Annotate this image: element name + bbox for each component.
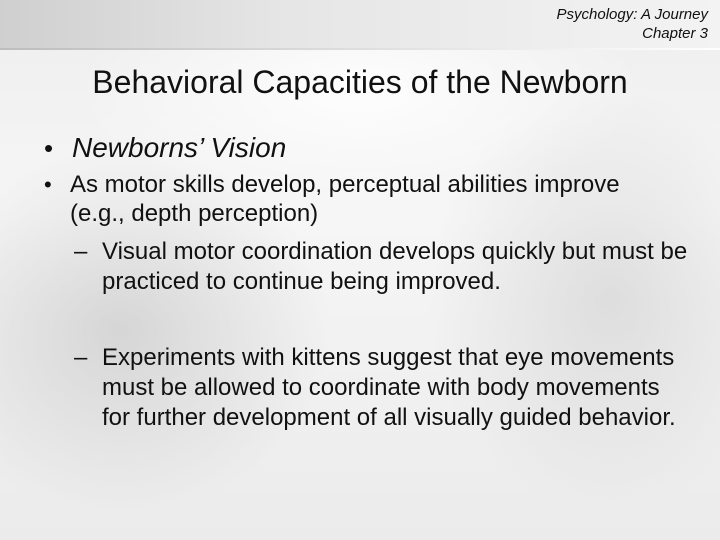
slide-title: Behavioral Capacities of the Newborn — [92, 64, 628, 100]
bullet-text: As motor skills develop, perceptual abilities improve (e.g., depth perception) — [70, 171, 620, 227]
course-name: Psychology: A Journey — [556, 6, 708, 23]
sub-bullet-marker: – — [74, 238, 88, 265]
sub-bullet-text: Visual motor coordination develops quickly but must be practiced to continue being improved. — [102, 238, 688, 295]
bullet-text: Newborns’ Vision — [72, 132, 287, 163]
bullet-marker: • — [44, 172, 52, 197]
header-course-info — [557, 5, 708, 43]
sub-bullet-text: Experiments with kittens suggest that eye movements must be allowed to coordinate with body movements for further development of all visually guided behavior. — [102, 344, 676, 431]
bullet-marker: • — [44, 133, 54, 163]
header-divider — [0, 48, 720, 50]
bullet-item-vision — [44, 131, 684, 165]
sub-bullet-marker: – — [74, 344, 88, 371]
chapter-label: Chapter 3 — [642, 25, 708, 42]
